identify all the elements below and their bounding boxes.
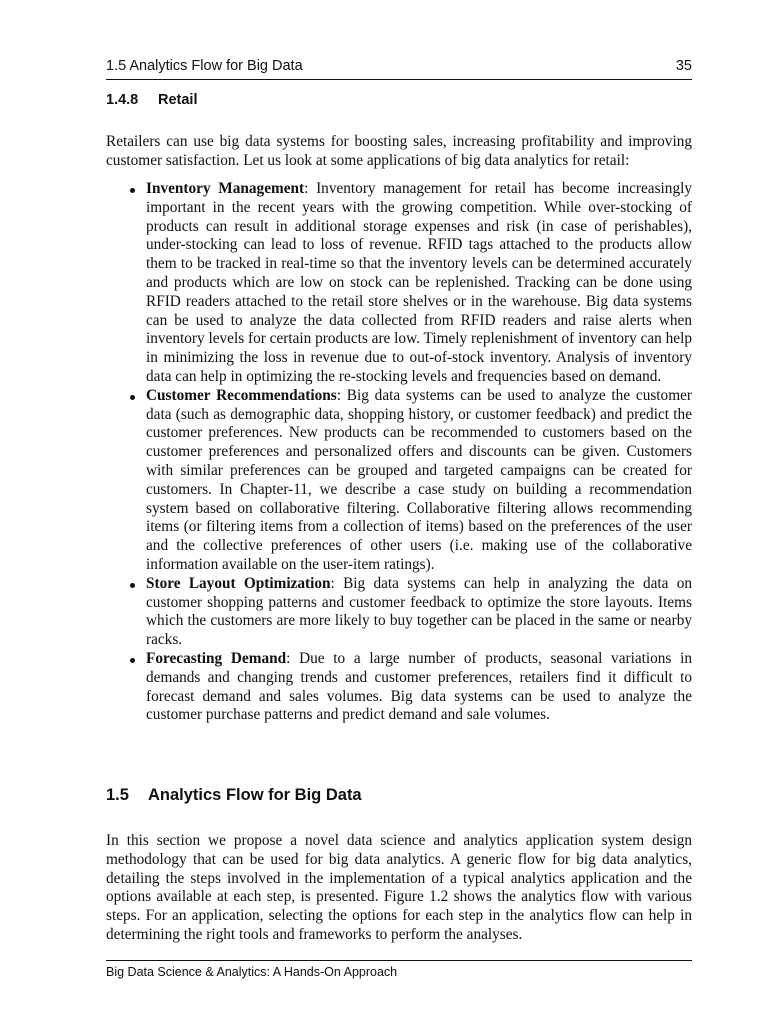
bullet-term: Inventory Management (146, 180, 305, 197)
bullet-text: : Inventory management for retail has become increasingly important in the recent years with the growing competition. While over-stocking of products can result in additional storage expenses and risk (in case of perishables), under-stocking can lead to loss of revenue. RFID tags attached to the products allow them to be tracked in real-time so that the inventory levels can be determined accurately and products which are low on stock can be replenished. Tracking can be done using RFID readers attached to the retail store shelves or in the warehouse. Big data systems can be used to analyze the data collected from RFID readers and raise alerts when inventory levels for certain products are low. Timely replenishment of inventory can help in minimizing the loss in revenue due to out-of-stock inventory. Analysis of inventory data can help in optimizing the re-stocking levels and frequencies based on demand. (146, 180, 692, 385)
bullet-term: Forecasting Demand (146, 649, 287, 667)
subsection-number: 1.4.8 (106, 92, 139, 108)
list-item (106, 387, 692, 575)
intro-paragraph: Retailers can use big data systems for boosting sales, increasing profitability and improving customer satisfaction. Let us look at some applications of big data analytics for retail: (106, 133, 692, 169)
subsection-title: Retail (158, 92, 198, 108)
bullet-term: Store Layout Optimization (146, 574, 331, 592)
retail-applications-list (106, 180, 692, 725)
bullet-text: : Due to a large number of products, seasonal variations in demands and changing trends and customer preferences, retailers find it difficult to forecast demand and sales volumes. Big data systems can be used to analyze the customer purchase patterns and predict demand and sale volumes. (146, 649, 692, 724)
section-number: 1.5 (106, 786, 129, 804)
list-item (106, 180, 692, 387)
section-paragraph: In this section we propose a novel data science and analytics application system design methodology that can be used for big data analytics. A generic flow for big data analytics, detailing the steps involved in the implementation of a typical analytics application and the options available at each step, is presented. Figure 1.2 shows the analytics flow with various steps. For an application, selecting the options for each step in the analytics flow can help in determining the right tools and frameworks to perform the analyses. (106, 832, 692, 943)
page-footer (106, 960, 692, 979)
footer-text: Big Data Science & Analytics: A Hands-On Approach (106, 965, 398, 979)
running-head-title: 1.5 Analytics Flow for Big Data (106, 58, 303, 74)
list-item (106, 575, 692, 650)
bullet-text: : Big data systems can be used to analyze the customer data (such as demographic data, shopping history, or customer feedback) and predict the customer preferences. New products can be recommended to customers based on the customer preferences and personalized offers and discounts can be given. Customers with similar preferences can be grouped and targeted campaigns can be created for customers. In Chapter-11, we describe a case study on building a recommendation system based on collaborative filtering. Collaborative filtering allows recommending items (or filtering items from a collection of items) based on the preferences of the user and the collective preferences of other users (i.e. making use of the collaborative information available on the user-item ratings). (146, 386, 692, 573)
bullet-term: Customer Recommendations (146, 386, 337, 404)
bullet-icon (130, 188, 135, 193)
bullet-icon (130, 583, 135, 588)
bullet-text: : Big data systems can help in analyzing the data on customer shopping patterns and customer feedback to optimize the store layouts. Items which the customers are more likely to buy together can be placed in the same or nearby racks. (146, 574, 692, 649)
section-title: Analytics Flow for Big Data (148, 786, 362, 804)
page-number: 35 (675, 58, 692, 74)
section-heading (106, 786, 362, 805)
list-item (106, 650, 692, 725)
bullet-icon (130, 395, 135, 400)
bullet-icon (130, 658, 135, 663)
subsection-heading (106, 92, 198, 108)
running-head (106, 57, 692, 80)
